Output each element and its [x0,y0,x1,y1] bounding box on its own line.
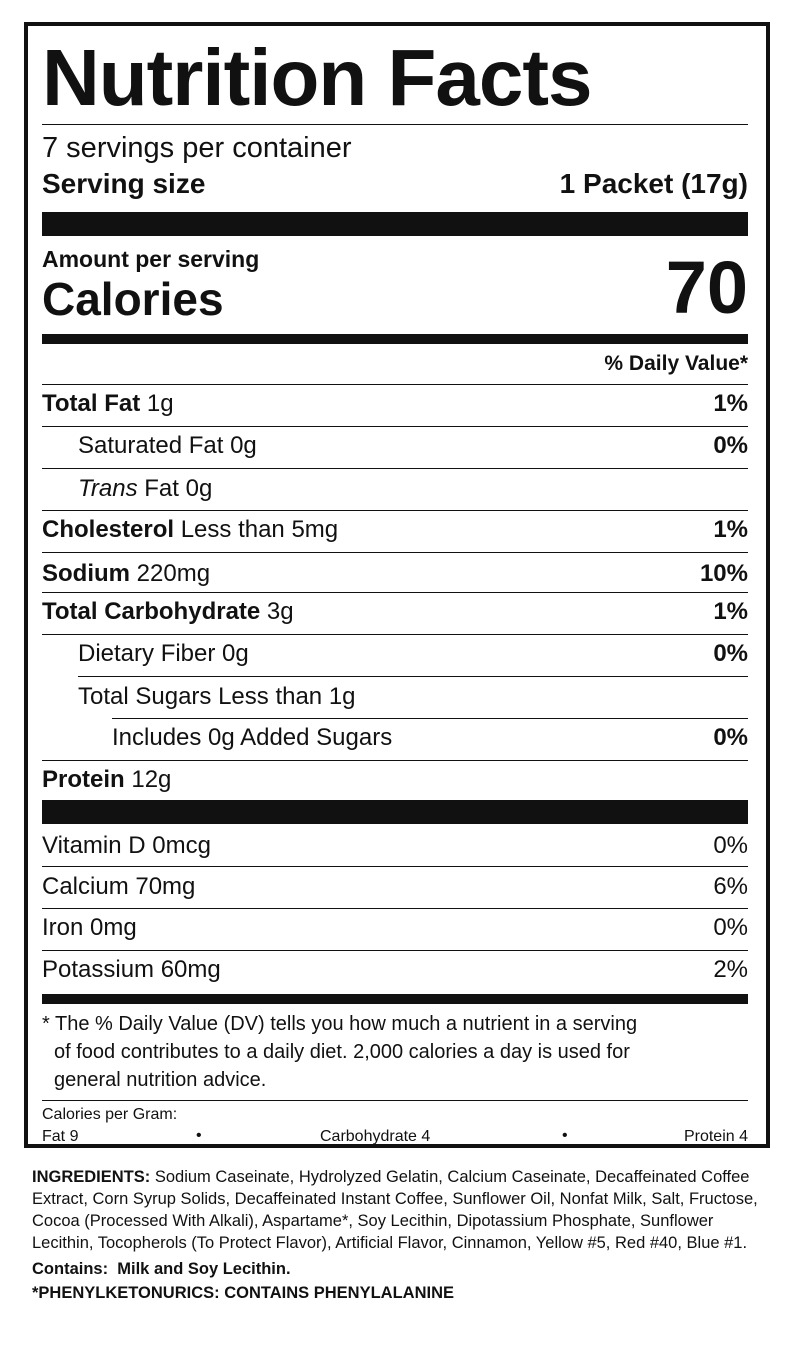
nutrient-label: Total Sugars Less than 1g [78,683,356,710]
nutrient-label: Sodium [42,560,130,587]
nutrient-row-total-carbohydrate [42,592,748,632]
nutrient-label: Cholesterol [42,516,175,543]
contains-text: Milk and Soy Lecithin. [117,1260,291,1278]
ingredients-block [32,1166,772,1304]
calories-value: 70 [665,246,748,329]
nutrient-row-added-sugars [42,718,748,758]
nutrient-amount: 1g [146,390,174,417]
nutrient-row-total-fat [42,384,748,424]
vitamin-label: Iron 0mg [42,914,137,941]
calories-per-gram-heading: Calories per Gram: [42,1106,178,1123]
nutrient-dv: 0% [713,724,748,751]
calories-per-gram-fat: Fat 9 [42,1128,79,1145]
ingredients-paragraph [32,1166,772,1254]
nutrient-label: Saturated Fat 0g [78,432,257,459]
nutrient-dv: 0% [713,432,748,459]
footnote-line: general nutrition advice. [54,1069,267,1091]
calories-label: Calories [42,273,224,325]
footnote-line: * The % Daily Value (DV) tells you how much a nutrient in a serving [42,1013,638,1035]
nutrient-label: Includes 0g Added Sugars [112,724,393,751]
nutrient-label: Protein [42,766,125,793]
vitamin-dv: 2% [713,956,748,983]
nutrient-amount: Less than 5mg [180,516,339,543]
vitamin-dv: 0% [713,832,748,859]
daily-value-header: % Daily Value* [604,352,748,375]
vitamin-row [42,950,748,990]
nutrient-label: Fat 0g [144,475,213,502]
vitamin-label: Vitamin D 0mcg [42,832,211,859]
contains-label: Contains: [32,1260,109,1278]
nutrient-dv: 1% [713,516,748,543]
phenylketonurics-warning: *PHENYLKETONURICS: CONTAINS PHENYLALANINE [32,1284,454,1302]
ingredients-label: INGREDIENTS: [32,1168,151,1186]
nutrient-dv: 1% [713,598,748,625]
nutrient-label: Total Fat [42,390,141,417]
nutrient-row-sodium [42,554,748,594]
ingredients-text: Sodium Caseinate, Hydrolyzed Gelatin, Calcium Caseinate, Decaffeinated Coffee Extract, Corn Syrup Solids, Decaffeinated Instant Coffee, Sunflower Oil, Nonfat Milk, Salt, Fructose, Cocoa (Processed With Alkali), Aspartame*, Soy Lecithin, Dipotassium Phosphate, Sunflower Lecithin, Tocopherols (To Protect Flavor), Artificial Flavor, Cinnamon, Yellow #5, Red #40, Blue #1. [32,1168,758,1252]
vitamin-row [42,867,748,907]
vitamin-dv: 6% [713,873,748,900]
nutrient-amount: 220mg [136,560,211,587]
nutrient-label-italic: Trans [78,475,138,502]
nutrient-row-protein [42,760,748,800]
mid-divider [42,334,748,344]
amount-per-serving: Amount per serving [42,246,260,272]
divider [42,1100,748,1101]
nutrient-row-dietary-fiber [42,634,748,674]
servings-per-container: 7 servings per container [42,132,352,164]
bullet-icon: • [562,1127,568,1144]
calories-per-gram-protein: Protein 4 [683,1128,748,1145]
thick-divider [42,212,748,236]
bullet-icon: • [196,1127,202,1144]
nutrient-row-saturated-fat [42,426,748,466]
vitamin-label: Potassium 60mg [42,956,221,983]
mid-divider [42,994,748,1004]
nutrient-dv: 1% [713,390,748,417]
divider [42,124,748,125]
vitamin-label: Calcium 70mg [42,873,196,900]
nutrient-label: Dietary Fiber 0g [78,640,249,667]
nutrient-label: Total Carbohydrate [42,598,261,625]
vitamin-dv: 0% [713,914,748,941]
vitamin-row [42,908,748,948]
nutrient-dv: 0% [713,640,748,667]
serving-size-label: Serving size [42,168,206,199]
nutrient-dv: 10% [699,560,748,587]
vitamin-row [42,826,748,866]
nutrient-amount: 12g [131,766,172,793]
serving-size-value: 1 Packet (17g) [559,168,748,199]
contains-line [32,1258,772,1280]
panel-title: Nutrition Facts [42,33,592,122]
nutrition-facts-panel [24,22,770,1148]
calories-per-gram-carbohydrate: Carbohydrate 4 [320,1128,431,1145]
footnote-line: of food contributes to a daily diet. 2,000 calories a day is used for [54,1041,630,1063]
nutrient-row-total-sugars [42,677,748,717]
thick-divider [42,800,748,824]
nutrient-row-cholesterol [42,510,748,550]
nutrient-row-trans-fat [42,469,748,509]
divider [42,552,748,553]
nutrient-amount: 3g [266,598,294,625]
